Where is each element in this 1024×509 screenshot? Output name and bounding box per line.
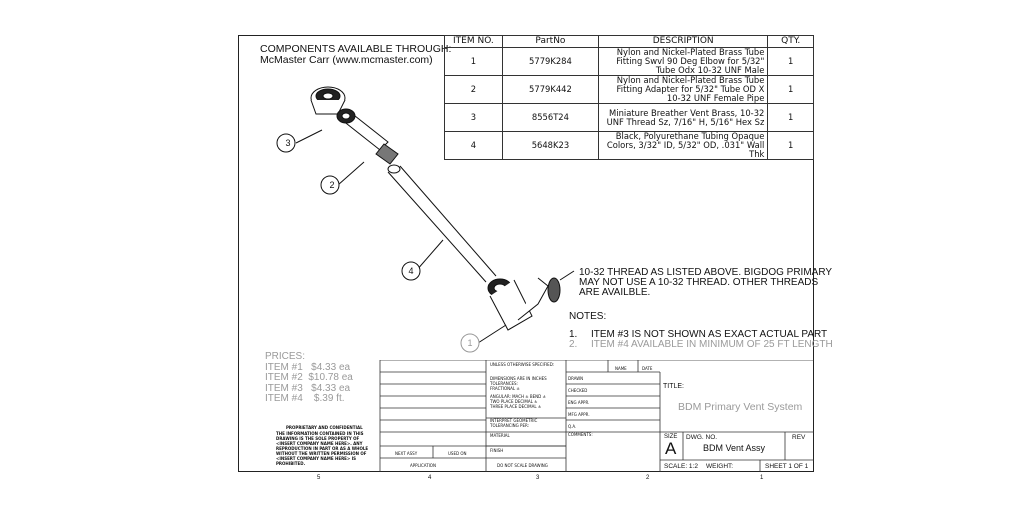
note-2: ITEM #4 AVAILABLE IN MINIMUM OF 25 FT LENGTH [591,339,833,350]
leader-4 [416,240,443,271]
thread-note [579,268,832,298]
price-value: $10.78 ea [308,372,353,383]
thread-note-line1: 10-32 THREAD AS LISTED ABOVE. BIGDOG PRIMARY [579,267,833,278]
price-label: ITEM #4 [265,393,303,404]
bom-qty: 1 [768,76,814,104]
tb-frac: FRACTIONAL ± [490,386,520,391]
components-note [260,44,451,66]
bom-part: 5648K23 [502,132,598,160]
price-label: ITEM #3 [265,382,303,394]
tb-dwg: BDM Vent Assy [703,443,766,453]
bom-item: 4 [445,132,503,160]
price-value: $.39 ft. [313,393,345,404]
note-1: ITEM #3 IS NOT SHOWN AS EXACT ACTUAL PART [591,329,828,340]
bom-qty: 1 [768,104,814,132]
tb-noscale: DO NOT SCALE DRAWING [497,463,548,468]
bom-item: 1 [445,48,503,76]
tb-two: TWO PLACE DECIMAL ± [490,399,538,404]
bom-header-qty: QTY. [768,36,814,48]
tb-sheet: SHEET 1 OF 1 [765,463,809,470]
tb-application: APPLICATION [410,463,436,468]
tb-size-label: SIZE [664,434,678,440]
tb-mfgappr: MFG APPR. [568,412,590,417]
note-1-num: 1. [569,329,578,340]
tb-scale: SCALE: 1:2 [664,463,698,470]
tb-name: NAME [615,366,627,371]
bom-header-item: ITEM NO. [445,36,503,48]
tb-dwg-label: DWG. NO. [686,434,718,441]
bom-qty: 1 [768,132,814,160]
prices-title: PRICES: [265,351,306,362]
bom-header-part: PartNo [502,36,598,48]
elbow-part [488,278,560,330]
proprietary-text: THE INFORMATION CONTAINED IN THIS DRAWING IS THE SOLE PROPERTY OF <INSERT COMPANY NAME HERE>. ANY REPRODUCTION IN PART OR AS A WHOLE WITHOUT THE WRITTEN PERMISSION OF <INSERT COMPANY NAME HERE> IS PROHIBITED. [276,431,369,466]
assembly-drawing [238,80,578,360]
balloon-2: 2 [329,180,335,190]
tb-three: THREE PLACE DECIMAL ± [490,404,542,409]
tb-rev: REV [792,434,806,441]
tb-drawn: DRAWN [568,376,584,381]
tb-interp: INTERPRET GEOMETRIC [490,418,538,423]
balloon-1: 1 [467,338,473,348]
zone-5: 5 [317,475,321,481]
tb-nextassy: NEXT ASSY [395,451,418,456]
balloon-3: 3 [285,138,291,148]
price-value: $4.33 ea [311,361,351,373]
tb-title-label: TITLE: [663,383,685,390]
leader-1 [478,325,506,343]
bom-header-desc: DESCRIPTION [599,36,768,48]
vent-part [311,87,345,114]
tb-finish: FINISH [490,448,504,453]
adapter-part [337,109,398,164]
zone-4: 4 [428,475,432,481]
tb-comments: COMMENTS: [568,432,593,437]
bom-part: 8556T24 [502,104,598,132]
price-label: ITEM #2 [265,372,303,383]
price-label: ITEM #1 [265,361,303,373]
tb-dims: DIMENSIONS ARE IN INCHES [490,376,547,381]
components-line1: COMPONENTS AVAILABLE THROUGH: [260,43,452,55]
components-line2: McMaster Carr (www.mcmaster.com) [260,54,433,66]
bom-desc: Black, Polyurethane Tubing Opaque Colors, 3/32" ID, 5/32" OD, .031" Wall Thk [599,132,768,160]
tb-size: A [665,439,677,458]
zone-3: 3 [536,475,540,481]
tb-date: DATE [642,366,653,371]
zone-2: 2 [646,475,650,481]
proprietary-title: PROPRIETARY AND CONFIDENTIAL [286,425,363,430]
tb-checked: CHECKED [568,388,588,393]
balloon-4: 4 [408,266,414,276]
bom-item: 3 [445,104,503,132]
tb-qa: Q.A. [568,424,577,429]
tb-ang: ANGULAR: MACH ± BEND ± [490,394,546,399]
tb-unless: UNLESS OTHERWISE SPECIFIED: [490,362,555,367]
thread-note-line3: ARE AVAILBLE. [579,287,651,298]
bom-part: 5779K442 [502,76,598,104]
tb-engappr: ENG APPR. [568,400,590,405]
tb-toler: TOLERANCING PER: [490,423,529,428]
tb-material: MATERIAL [490,433,510,438]
bom-desc: Nylon and Nickel-Plated Brass Tube Fitting Adapter for 5/32" Tube OD X 10-32 UNF Female Pipe [599,76,768,104]
bom-qty: 1 [768,48,814,76]
tb-usedon: USED ON [448,451,467,456]
price-value: $4.33 ea [311,382,351,394]
note-2-num: 2. [569,339,578,350]
leader-2 [338,162,364,185]
thread-note-line2: MAY NOT USE A 10-32 THREAD. OTHER THREADS [579,277,819,288]
tb-title: BDM Primary Vent System [678,401,803,413]
bom-header-row [445,36,814,48]
bom-item: 2 [445,76,503,104]
leader-note [560,271,574,280]
table-row [445,48,814,76]
zone-1: 1 [760,475,764,481]
bom-desc: Miniature Breather Vent Brass, 10-32 UNF Thread Sz, 7/16" H, 5/16" Hex Sz [599,104,768,132]
tb-tol: TOLERANCES: [490,381,518,386]
bom-desc: Nylon and Nickel-Plated Brass Tube Fitting Swvl 90 Deg Elbow for 5/32" Tube Odx 10-32 UNF Male [599,48,768,76]
notes-title: NOTES: [569,311,607,322]
bom-part: 5779K284 [502,48,598,76]
tb-weight: WEIGHT: [706,463,734,470]
leader-3 [296,130,322,143]
